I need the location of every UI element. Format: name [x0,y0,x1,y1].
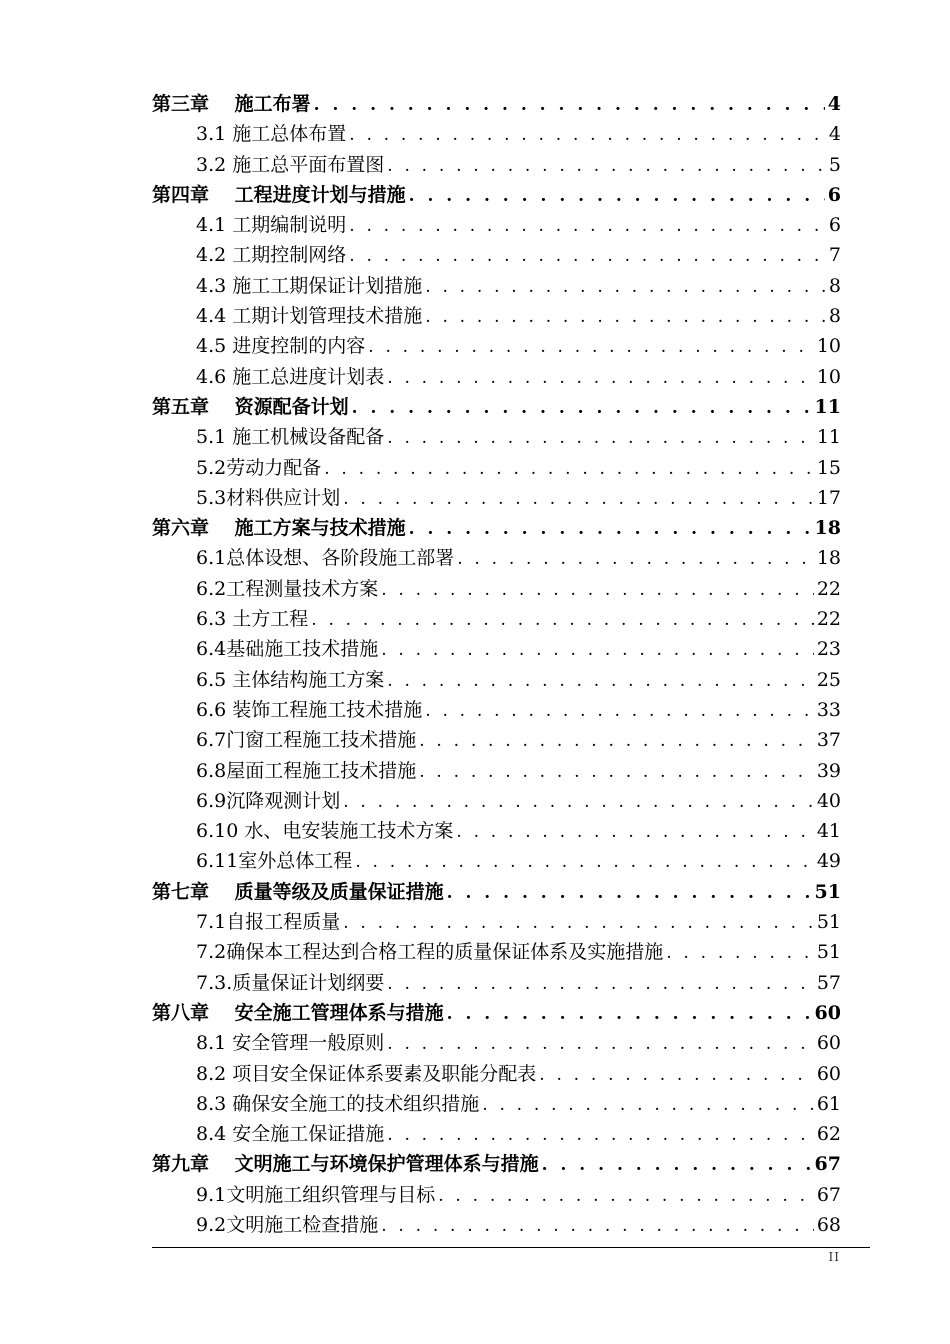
toc-entry-page-number: 18 [814,517,841,540]
toc-dot-leader [349,120,826,149]
toc-section-entry[interactable] [152,1089,841,1119]
toc-section-entry[interactable] [152,483,841,513]
toc-entry-page-number: 11 [816,426,841,449]
toc-chapter-entry[interactable] [152,1149,841,1179]
toc-dot-leader [482,1090,814,1119]
toc-dot-leader [419,757,814,786]
toc-dot-leader [387,969,814,998]
toc-entry-page-number: 22 [816,577,841,600]
toc-entry-title: 3.1 施工总体布置 [196,123,347,146]
toc-chapter-entry[interactable] [152,513,841,543]
footer-divider [152,1247,870,1248]
toc-dot-leader [324,454,814,483]
toc-section-entry[interactable] [152,756,841,786]
toc-entry-page-number: 39 [816,759,841,782]
toc-entry-page-number: 15 [816,456,841,479]
toc-entry-title: 6.2工程测量技术方案 [196,577,379,600]
toc-entry-page-number: 61 [816,1092,841,1115]
toc-entry-title: 6.9沉降观测计划 [196,789,341,812]
toc-entry-page-number: 67 [814,1153,841,1176]
toc-dot-leader [381,575,814,604]
toc-section-entry[interactable] [152,1119,841,1149]
toc-dot-leader [314,90,825,119]
toc-section-entry[interactable] [152,968,841,998]
toc-dot-leader [381,635,814,664]
toc-section-entry[interactable] [152,119,841,149]
toc-entry-page-number: 7 [828,244,841,267]
toc-section-entry[interactable] [152,665,841,695]
toc-section-entry[interactable] [152,1028,841,1058]
toc-dot-leader [457,544,814,573]
toc-entry-title: 5.1 施工机械设备配备 [196,426,385,449]
toc-entry-title: 7.2确保本工程达到合格工程的质量保证体系及实施措施 [196,941,664,964]
toc-dot-leader [447,999,812,1028]
toc-entry-page-number: 22 [816,608,841,631]
toc-dot-leader [387,1120,814,1149]
toc-entry-title: 4.1 工期编制说明 [196,214,347,237]
toc-dot-leader [409,514,812,543]
toc-section-entry[interactable] [152,846,841,876]
toc-dot-leader [419,726,814,755]
toc-entry-title: 4.6 施工总进度计划表 [196,365,385,388]
toc-entry-title: 9.1文明施工组织管理与目标 [196,1183,436,1206]
toc-section-entry[interactable] [152,937,841,967]
toc-section-entry[interactable] [152,816,841,846]
toc-entry-page-number: 6 [827,183,841,206]
toc-entry-page-number: 10 [816,335,841,358]
toc-entry-page-number: 4 [827,93,841,115]
toc-section-entry[interactable] [152,240,841,270]
toc-entry-page-number: 62 [816,1123,841,1146]
toc-entry-title: 6.6 装饰工程施工技术措施 [196,698,423,721]
toc-entry-page-number: 33 [816,698,841,721]
toc-entry-title: 6.1总体设想、各阶段施工部署 [196,547,455,570]
toc-entry-title: 8.1 安全管理一般原则 [196,1032,385,1055]
toc-dot-leader [666,938,814,967]
toc-dot-leader [311,605,814,634]
toc-section-entry[interactable] [152,695,841,725]
toc-entry-title: 第八章 安全施工管理体系与措施 [152,1001,444,1024]
toc-entry-title: 7.3.质量保证计划纲要 [196,971,385,994]
toc-entry-page-number: 51 [814,880,841,903]
toc-section-entry[interactable] [152,1059,841,1089]
toc-section-entry[interactable] [152,1180,841,1210]
toc-section-entry[interactable] [152,301,841,331]
toc-dot-leader [368,332,814,361]
toc-entry-title: 8.4 安全施工保证措施 [196,1123,385,1146]
toc-chapter-entry[interactable] [152,180,841,210]
toc-entry-page-number: 57 [816,971,841,994]
toc-entry-title: 6.4基础施工技术措施 [196,638,379,661]
toc-entry-page-number: 49 [816,850,841,873]
toc-entry-title: 第三章 施工布署 [152,93,311,115]
toc-entry-page-number: 6 [828,214,841,237]
toc-entry-page-number: 37 [816,729,841,752]
toc-entry-page-number: 11 [814,395,841,418]
toc-section-entry[interactable] [152,271,841,301]
footer-page-number: II [828,1250,840,1264]
toc-entry-page-number: 25 [816,668,841,691]
toc-section-entry[interactable] [152,543,841,573]
toc-chapter-entry[interactable] [152,89,841,119]
toc-dot-leader [343,787,814,816]
toc-entry-page-number: 4 [828,123,841,146]
toc-dot-leader [349,211,826,240]
toc-entry-title: 4.3 施工工期保证计划措施 [196,274,423,297]
toc-section-entry[interactable] [152,574,841,604]
toc-chapter-entry[interactable] [152,877,841,907]
toc-dot-leader [542,1150,812,1179]
toc-dot-leader [343,484,814,513]
toc-entry-title: 5.3材料供应计划 [196,486,341,509]
toc-entry-page-number: 51 [816,911,841,934]
toc-section-entry[interactable] [152,210,841,240]
toc-entry-page-number: 67 [816,1183,841,1206]
table-of-contents [152,89,841,1240]
toc-entry-page-number: 60 [816,1062,841,1085]
toc-entry-title: 第六章 施工方案与技术措施 [152,517,406,540]
toc-entry-title: 4.5 进度控制的内容 [196,335,366,358]
toc-entry-page-number: 60 [816,1032,841,1055]
toc-section-entry[interactable] [152,634,841,664]
toc-entry-title: 4.2 工期控制网络 [196,244,347,267]
toc-dot-leader [425,272,826,301]
toc-entry-page-number: 60 [814,1001,841,1024]
toc-section-entry[interactable] [152,907,841,937]
toc-entry-title: 6.7门窗工程施工技术措施 [196,729,417,752]
toc-entry-page-number: 8 [828,274,841,297]
toc-entry-page-number: 51 [816,941,841,964]
toc-dot-leader [387,423,814,452]
toc-dot-leader [381,1211,814,1240]
toc-entry-title: 4.4 工期计划管理技术措施 [196,305,423,328]
toc-entry-title: 7.1自报工程质量 [196,911,341,934]
toc-entry-title: 6.10 水、电安装施工技术方案 [196,820,454,843]
toc-section-entry[interactable] [152,786,841,816]
toc-entry-title: 第九章 文明施工与环境保护管理体系与措施 [152,1153,539,1176]
toc-entry-page-number: 68 [816,1213,841,1236]
toc-section-entry[interactable] [152,331,841,361]
toc-entry-page-number: 41 [816,820,841,843]
toc-dot-leader [456,817,813,846]
toc-entry-title: 6.3 土方工程 [196,608,309,631]
toc-dot-leader [387,151,826,180]
toc-entry-title: 8.3 确保安全施工的技术组织措施 [196,1092,480,1115]
toc-dot-leader [409,181,825,210]
toc-dot-leader [539,1060,814,1089]
toc-entry-page-number: 8 [828,305,841,328]
toc-dot-leader [352,393,812,422]
toc-section-entry[interactable] [152,725,841,755]
toc-entry-title: 5.2劳动力配备 [196,456,322,479]
toc-entry-title: 6.8屋面工程施工技术措施 [196,759,417,782]
toc-dot-leader [355,847,814,876]
toc-entry-title: 第四章 工程进度计划与措施 [152,183,406,206]
toc-section-entry[interactable] [152,150,841,180]
toc-dot-leader [425,302,826,331]
toc-entry-title: 6.11室外总体工程 [196,850,353,873]
toc-section-entry[interactable] [152,604,841,634]
toc-entry-page-number: 17 [816,486,841,509]
toc-dot-leader [447,878,812,907]
toc-entry-title: 9.2文明施工检查措施 [196,1213,379,1236]
toc-dot-leader [425,696,814,725]
toc-section-entry[interactable] [152,362,841,392]
toc-entry-page-number: 5 [828,153,841,176]
toc-entry-title: 8.2 项目安全保证体系要素及职能分配表 [196,1062,537,1085]
toc-section-entry[interactable] [152,453,841,483]
toc-section-entry[interactable] [152,1210,841,1240]
toc-dot-leader [387,666,814,695]
toc-entry-page-number: 10 [816,365,841,388]
toc-dot-leader [438,1181,814,1210]
toc-entry-title: 第七章 质量等级及质量保证措施 [152,880,444,903]
toc-dot-leader [387,363,814,392]
toc-dot-leader [387,1029,814,1058]
toc-dot-leader [349,241,826,270]
toc-entry-page-number: 40 [816,789,841,812]
toc-chapter-entry[interactable] [152,392,841,422]
toc-entry-title: 6.5 主体结构施工方案 [196,668,385,691]
toc-chapter-entry[interactable] [152,998,841,1028]
toc-entry-page-number: 23 [816,638,841,661]
toc-dot-leader [343,908,814,937]
toc-entry-page-number: 18 [816,547,841,570]
toc-entry-title: 第五章 资源配备计划 [152,395,349,418]
toc-section-entry[interactable] [152,422,841,452]
toc-entry-title: 3.2 施工总平面布置图 [196,153,385,176]
